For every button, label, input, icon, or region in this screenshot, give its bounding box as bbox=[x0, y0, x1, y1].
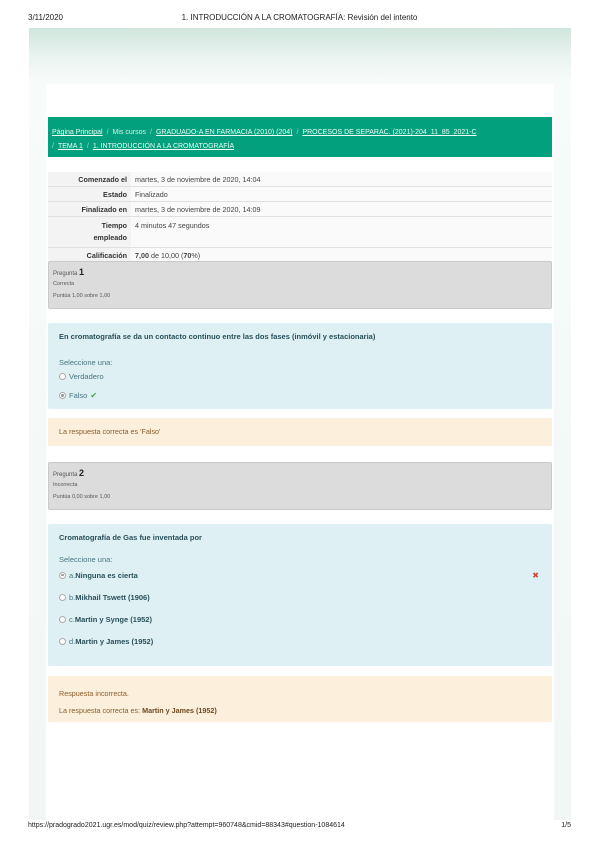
question-text: En cromatografía se da un contacto continuo entre las dos fases (inmóvil y estacionaria) bbox=[59, 332, 376, 341]
question-number-value: 1 bbox=[79, 267, 85, 277]
print-header bbox=[0, 0, 599, 22]
breadcrumb-course-link[interactable]: PROCESOS DE SEPARAC. (2021)-204_11_85_2021-C bbox=[302, 129, 477, 136]
option-label: Mikhail Tswett (1906) bbox=[75, 592, 150, 602]
grade-end: %) bbox=[191, 251, 201, 260]
time-label-line2: empleado bbox=[93, 233, 127, 242]
radio-button-selected[interactable] bbox=[59, 392, 66, 399]
question-number bbox=[53, 267, 547, 277]
answer-prompt: Seleccione una: bbox=[59, 555, 113, 564]
summary-row-started bbox=[48, 172, 552, 187]
breadcrumb-quiz-link[interactable]: 1. INTRODUCCIÓN A LA CROMATOGRAFÍA bbox=[92, 143, 235, 150]
question-prefix: Pregunta bbox=[53, 472, 78, 478]
print-title: 1. INTRODUCCIÓN A LA CROMATOGRAFÍA: Revisión del intento bbox=[181, 13, 418, 22]
print-url: https://pradogrado2021.ugr.es/mod/quiz/review.php?attempt=960748&cmid=88343#question-1084614 bbox=[28, 822, 345, 829]
option-letter: b. bbox=[69, 592, 76, 602]
answer-option[interactable] bbox=[59, 630, 541, 652]
check-icon: ✔ bbox=[90, 391, 98, 400]
feedback-incorrect: Respuesta incorrecta. bbox=[59, 689, 129, 698]
print-page-number: 1/5 bbox=[561, 822, 571, 829]
question-info bbox=[48, 261, 552, 309]
summary-value: martes, 3 de noviembre de 2020, 14:09 bbox=[131, 202, 552, 217]
breadcrumb-separator: / bbox=[106, 129, 109, 136]
option-label: Martin y James (1952) bbox=[75, 636, 154, 646]
summary-value: Finalizado bbox=[131, 187, 552, 202]
option-letter: a. bbox=[69, 570, 76, 580]
radio-button[interactable] bbox=[59, 616, 66, 623]
radio-button[interactable] bbox=[59, 373, 66, 380]
breadcrumb-home-link[interactable]: Página Principal bbox=[52, 129, 103, 136]
question-formulation bbox=[48, 524, 552, 666]
feedback-right-answer bbox=[59, 702, 541, 719]
option-letter: d. bbox=[69, 636, 76, 646]
summary-value: martes, 3 de noviembre de 2020, 14:04 bbox=[131, 172, 552, 187]
summary-value: 4 minutos 47 segundos bbox=[131, 217, 552, 248]
breadcrumb-topic-link[interactable]: TEMA 1 bbox=[57, 143, 83, 150]
breadcrumb-separator: / bbox=[86, 143, 89, 150]
option-label: Verdadero bbox=[69, 372, 104, 381]
radio-button-selected[interactable] bbox=[59, 572, 66, 579]
answer-option[interactable] bbox=[59, 386, 541, 405]
summary-label: Finalizado en bbox=[48, 202, 131, 217]
attempt-summary-table bbox=[48, 172, 552, 263]
breadcrumb-degree-link[interactable]: GRADUADO-A EN FARMACIA (2010) (204) bbox=[155, 129, 293, 136]
answer-option[interactable] bbox=[59, 564, 541, 586]
cross-icon: ✖ bbox=[532, 570, 539, 580]
main-content bbox=[46, 84, 554, 820]
feedback-prefix: La respuesta correcta es: bbox=[59, 706, 143, 715]
question-prefix: Pregunta bbox=[53, 271, 78, 277]
question-state: Correcta bbox=[53, 281, 75, 287]
summary-row-state bbox=[48, 187, 552, 202]
print-date: 3/11/2020 bbox=[28, 13, 63, 22]
option-label: Martin y Synge (1952) bbox=[74, 614, 152, 624]
radio-button[interactable] bbox=[59, 594, 66, 601]
question-feedback: La respuesta correcta es 'Falso' bbox=[48, 418, 552, 446]
breadcrumb-separator: / bbox=[150, 129, 152, 136]
grade-percent: 70 bbox=[183, 251, 192, 260]
question-state: Incorrecta bbox=[53, 482, 78, 488]
answer-option[interactable] bbox=[59, 367, 541, 386]
summary-row-finished bbox=[48, 202, 552, 217]
summary-label: Estado bbox=[48, 187, 131, 202]
breadcrumb bbox=[48, 117, 552, 157]
radio-button[interactable] bbox=[59, 638, 66, 645]
question-formulation bbox=[48, 323, 552, 409]
grade-score: 7,00 bbox=[135, 251, 149, 260]
breadcrumb-my-courses: Mis cursos bbox=[112, 129, 146, 136]
summary-label: Comenzado el bbox=[48, 172, 131, 187]
page-background bbox=[29, 28, 571, 820]
option-label: Ninguna es cierta bbox=[75, 570, 138, 580]
question-info bbox=[48, 462, 552, 510]
question-feedback bbox=[48, 676, 552, 722]
answer-option[interactable] bbox=[59, 586, 541, 608]
breadcrumb-separator: / bbox=[296, 129, 299, 136]
answer-option[interactable] bbox=[59, 608, 541, 630]
question-text: Cromatografía de Gas fue inventada por bbox=[59, 533, 202, 542]
option-label: Falso bbox=[69, 391, 88, 400]
feedback-answer: Martin y James (1952) bbox=[142, 706, 217, 715]
summary-label bbox=[48, 217, 131, 248]
answer-prompt: Seleccione una: bbox=[59, 358, 113, 367]
grade-mid: de 10,00 ( bbox=[149, 251, 184, 260]
summary-row-time bbox=[48, 217, 552, 248]
question-grade: Puntúa 1,00 sobre 1,00 bbox=[53, 293, 111, 299]
time-label-line1: Tiempo bbox=[101, 221, 127, 230]
question-grade: Puntúa 0,00 sobre 1,00 bbox=[53, 494, 111, 500]
question-number bbox=[53, 468, 547, 478]
option-letter: c. bbox=[69, 614, 75, 624]
summary-label: Calificación bbox=[48, 248, 131, 263]
question-number-value: 2 bbox=[79, 468, 85, 478]
breadcrumb-separator: / bbox=[52, 143, 54, 150]
